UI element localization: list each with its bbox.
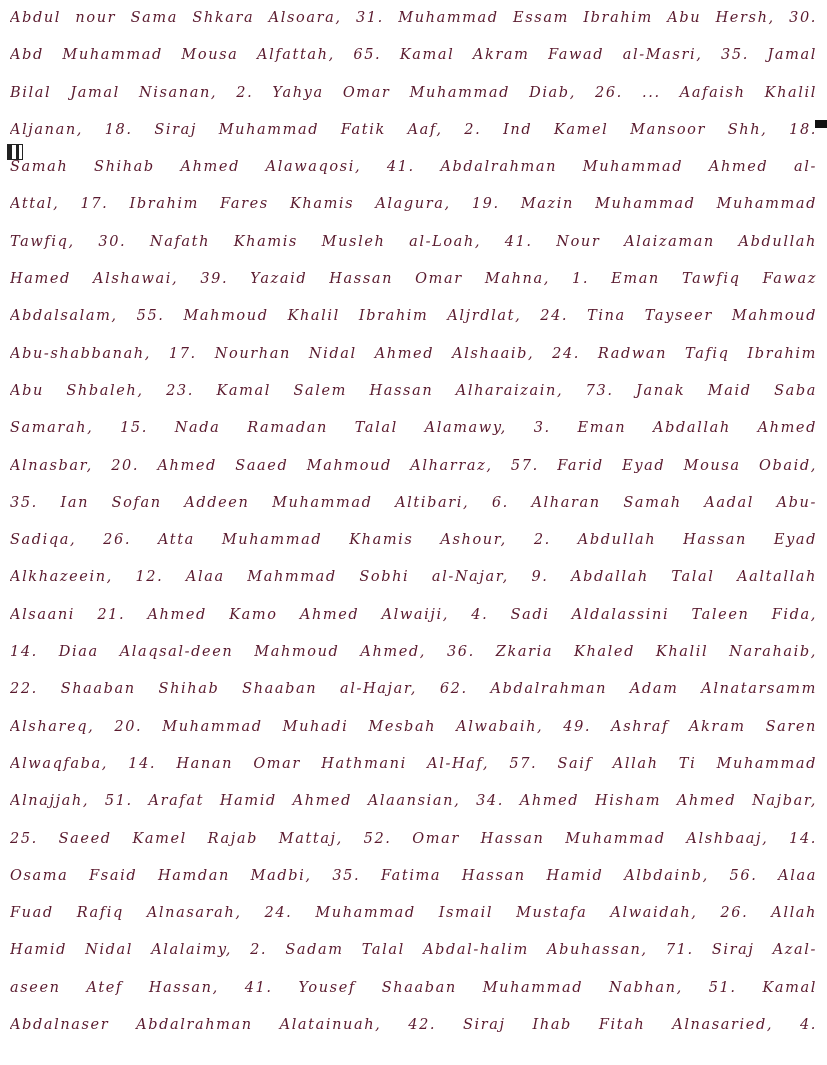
text-line: 14. Diaa Alaqsal-deen Mahmoud Ahmed, 36. Zkaria Khaled Khalil Narahaib, (10, 644, 817, 661)
text-line: Alnasbar, 20. Ahmed Saaed Mahmoud Alharraz, 57. Farid Eyad Mousa Obaid, (10, 457, 817, 474)
text-line: Samarah, 15. Nada Ramadan Talal Alamawy, 3. Eman Abdallah Ahmed (10, 420, 817, 437)
text-line: Abdalnaser Abdalrahman Alatainuah, 42. Siraj Ihab Fitah Alnasaried, 4. (10, 1017, 817, 1034)
text-line: 25. Saeed Kamel Rajab Mattaj, 52. Omar Hassan Muhammad Alshbaaj, 14. (10, 830, 817, 847)
text-line: Abdul nour Sama Shkara Alsoara, 31. Muhammad Essam Ibrahim Abu Hersh, 30. (10, 10, 817, 26)
text-line: Attal, 17. Ibrahim Fares Khamis Alagura, 19. Mazin Muhammad Muhammad (10, 196, 817, 213)
text-line: Sadiqa, 26. Atta Muhammad Khamis Ashour, 2. Abdullah Hassan Eyad (10, 532, 817, 549)
text-line: Abdalsalam, 55. Mahmoud Khalil Ibrahim Aljrdlat, 24. Tina Tayseer Mahmoud (10, 308, 817, 325)
text-line: aseen Atef Hassan, 41. Yousef Shaaban Muhammad Nabhan, 51. Kamal (10, 979, 817, 996)
text-line: Tawfiq, 30. Nafath Khamis Musleh al-Loah, 41. Nour Alaizaman Abdullah (10, 233, 817, 250)
text-line: Alwaqfaba, 14. Hanan Omar Hathmani Al-Haf, 57. Saif Allah Ti Muhammad (10, 755, 817, 772)
text-line: Alnajjah, 51. Arafat Hamid Ahmed Alaansian, 34. Ahmed Hisham Ahmed Najbar, (10, 793, 817, 810)
text-line: Bilal Jamal Nisanan, 2. Yahya Omar Muhammad Diab, 26. ... Aafaish Khalil (10, 84, 817, 101)
text-line: 22. Shaaban Shihab Shaaban al-Hajar, 62. Abdalrahman Adam Alnatarsamm (10, 681, 817, 698)
text-line: Abu Shbaleh, 23. Kamal Salem Hassan Alharaizain, 73. Janak Maid Saba (10, 382, 817, 399)
text-line: Hamed Alshawai, 39. Yazaid Hassan Omar Mahna, 1. Eman Tawfiq Fawaz (10, 271, 817, 288)
text-line: Fuad Rafiq Alnasarah, 24. Muhammad Ismail Mustafa Alwaidah, 26. Allah (10, 905, 817, 922)
text-line: Abd Muhammad Mousa Alfattah, 65. Kamal Akram Fawad al-Masri, 35. Jamal (10, 47, 817, 64)
text-line: Alshareq, 20. Muhammad Muhadi Mesbah Alwabaih, 49. Ashraf Akram Saren (10, 718, 817, 735)
text-line: Hamid Nidal Alalaimy, 2. Sadam Talal Abdal-halim Abuhassan, 71. Siraj Azal- (10, 942, 817, 959)
text-line: Aljanan, 18. Siraj Muhammad Fatik Aaf, 2. Ind Kamel Mansoor Shh, 18. (10, 121, 817, 138)
text-line: Alkhazeein, 12. Alaa Mahmmad Sobhi al-Najar, 9. Abdallah Talal Aaltallah (10, 569, 817, 586)
handwritten-lines (10, 0, 817, 1044)
text-line: Alsaani 21. Ahmed Kamo Ahmed Alwaiji, 4. Sadi Aldalassini Taleen Fida, (10, 606, 817, 623)
text-line: 35. Ian Sofan Addeen Muhammad Altibari, 6. Alharan Samah Aadal Abu- (10, 494, 817, 511)
text-line: Osama Fsaid Hamdan Madbi, 35. Fatima Hassan Hamid Albdainb, 56. Alaa (10, 867, 817, 884)
text-line: Samah Shihab Ahmed Alawaqosi, 41. Abdalrahman Muhammad Ahmed al- (10, 159, 817, 176)
text-line: Abu-shabbanah, 17. Nourhan Nidal Ahmed Alshaaib, 24. Radwan Tafiq Ibrahim (10, 345, 817, 362)
